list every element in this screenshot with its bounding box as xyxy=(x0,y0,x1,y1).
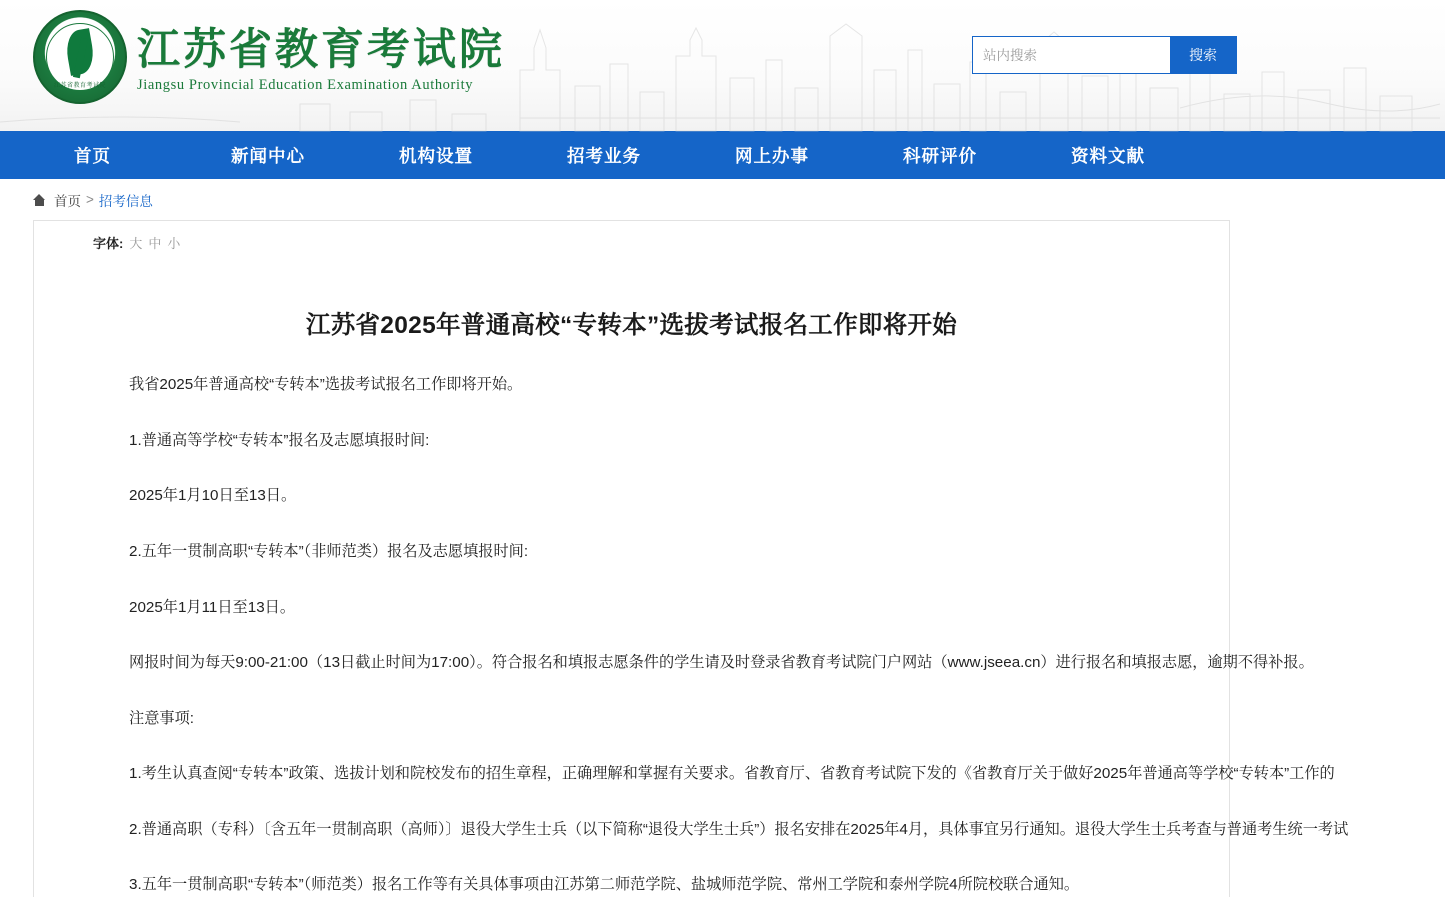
search-box[interactable] xyxy=(972,36,1237,74)
font-size-controls xyxy=(34,221,1229,252)
nav-item-research-evaluation[interactable]: 科研评价 xyxy=(903,145,977,166)
article-paragraph: 2025年1月11日至13日。 xyxy=(129,598,296,616)
nav-item-home[interactable]: 首页 xyxy=(74,145,111,166)
article-paragraph: 2.五年一贯制高职“专转本”（非师范类）报名及志愿填报时间: xyxy=(129,542,529,560)
article-body xyxy=(129,373,1349,897)
article-paragraph: 2.普通高职（专科）〔含五年一贯制高职（高师）〕退役大学生士兵（以下简称“退役大学生士兵”）报名安排在2025年4月，具体事宜另行通知。退役大学生士兵考查与普通考生统一考试 xyxy=(129,820,1349,838)
article-title: 江苏省2025年普通高校“专转本”选拔考试报名工作即将开始 xyxy=(305,312,958,339)
breadcrumb-current[interactable]: 招考信息 xyxy=(98,193,153,209)
site-logo[interactable] xyxy=(33,10,505,104)
breadcrumb xyxy=(0,179,1445,220)
breadcrumb-separator: > xyxy=(86,192,94,207)
site-title-cn: 江苏省教育考试院 xyxy=(137,24,505,75)
article-paragraph: 网报时间为每天9:00-21:00（13日截止时间为17:00）。符合报名和填报志愿条件的学生请及时登录省教育考试院门户网站（www.jseea.cn）进行报名和填报志愿，逾期不得补报。 xyxy=(129,654,1314,672)
article-paragraph: 1.考生认真查阅“专转本”政策、选拔计划和院校发布的招生章程，正确理解和掌握有关要求。省教育厅、省教育考试院下发的《省教育厅关于做好2025年普通高等学校“专转本”工作的 xyxy=(129,765,1335,783)
site-header xyxy=(0,0,1445,131)
nav-item-documents[interactable]: 资料文献 xyxy=(1071,145,1145,166)
font-size-small[interactable]: 小 xyxy=(167,236,181,251)
article-paragraph: 我省2025年普通高校“专转本”选拔考试报名工作即将开始。 xyxy=(129,376,523,394)
nav-item-news-center[interactable]: 新闻中心 xyxy=(231,145,305,166)
article-paragraph: 1.普通高等学校“专转本”报名及志愿填报时间: xyxy=(129,431,430,449)
site-title-en: Jiangsu Provincial Education Examination Authority xyxy=(137,77,474,94)
emblem-text: 江苏省教育考试院 xyxy=(53,83,106,89)
article-paragraph: 3.五年一贯制高职“专转本”（师范类）报名工作等有关具体事项由江苏第二师范学院、盐城师范学院、常州工学院和泰州学院4所院校联合通知。 xyxy=(129,876,1080,894)
article-panel xyxy=(33,220,1349,897)
emblem-icon xyxy=(33,10,127,104)
font-size-medium[interactable]: 中 xyxy=(148,236,162,251)
article-paragraph: 2025年1月10日至13日。 xyxy=(129,487,297,505)
search-button[interactable]: 搜索 xyxy=(1170,37,1236,73)
search-input[interactable] xyxy=(973,37,1170,73)
article-paragraph: 注意事项: xyxy=(129,709,194,727)
main-navigation[interactable] xyxy=(0,131,1445,179)
breadcrumb-home[interactable]: 首页 xyxy=(54,193,81,209)
nav-item-online-services[interactable]: 网上办事 xyxy=(735,145,809,166)
nav-item-organization[interactable]: 机构设置 xyxy=(399,145,473,166)
nav-item-exam-services[interactable]: 招考业务 xyxy=(567,145,641,166)
font-size-large[interactable]: 大 xyxy=(129,236,143,251)
font-size-label: 字体: xyxy=(93,236,124,251)
home-icon xyxy=(33,194,46,206)
